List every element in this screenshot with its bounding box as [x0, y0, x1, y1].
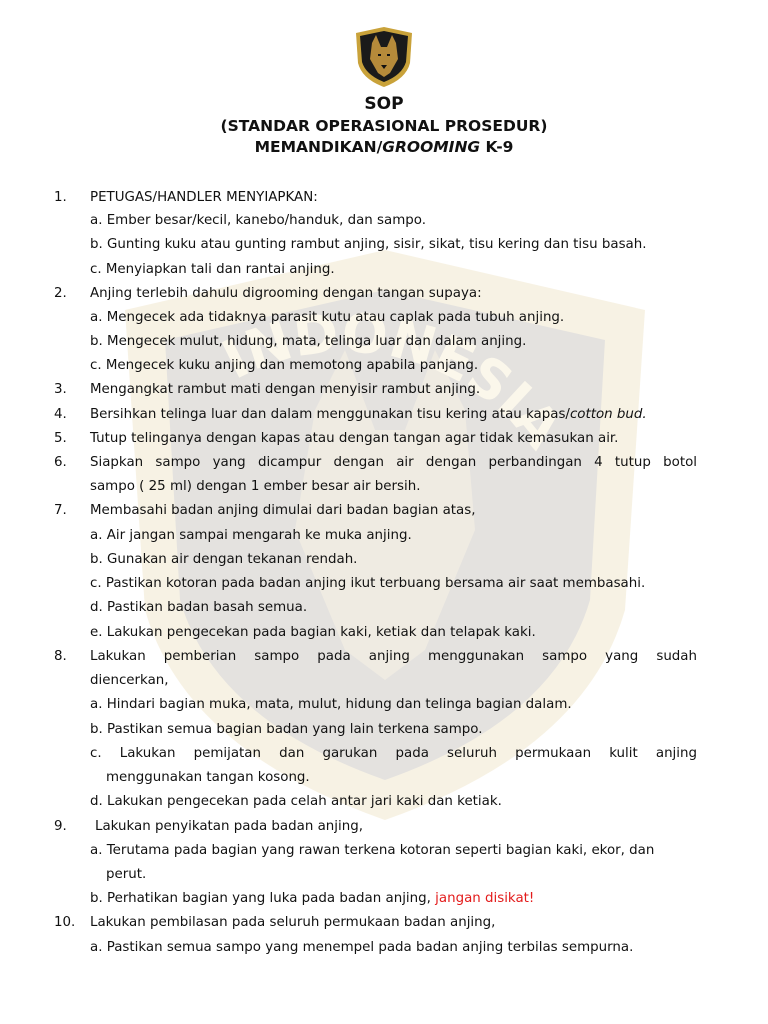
list-item-continued: sampo ( 25 ml) dengan 1 ember besar air bersih.: [90, 479, 421, 494]
list-item-continued: diencerkan,: [90, 673, 169, 688]
item-number: 4.: [54, 407, 67, 422]
sub-item: b. Gunting kuku atau gunting rambut anjing, sisir, sikat, tisu kering dan tisu basah.: [90, 237, 647, 252]
sub-item: e. Lakukan pengecekan pada bagian kaki, ketiak dan telapak kaki.: [90, 625, 536, 640]
sub-item: a. Hindari bagian muka, mata, mulut, hidung dan telinga bagian dalam.: [90, 697, 572, 712]
list-item: Lakukan pembilasan pada seluruh permukaan badan anjing,: [90, 915, 496, 930]
list-item: Tutup telinganya dengan kapas atau dengan tangan agar tidak kemasukan air.: [90, 431, 619, 446]
sub-item: d. Lakukan pengecekan pada celah antar jari kaki dan ketiak.: [90, 794, 502, 809]
sub-item: a. Air jangan sampai mengarah ke muka anjing.: [90, 528, 412, 543]
item-number: 3.: [54, 382, 67, 397]
sub-item: a. Ember besar/kecil, kanebo/handuk, dan sampo.: [90, 213, 426, 228]
sub-item-continued: perut.: [106, 867, 147, 882]
sub-item: c. Menyiapkan tali dan rantai anjing.: [90, 262, 335, 277]
sub-item: c. Pastikan kotoran pada badan anjing ikut terbuang bersama air saat membasahi.: [90, 576, 646, 591]
sub-item: c. Lakukan pemijatan dan garukan pada seluruh permukaan kulit anjing: [90, 746, 697, 761]
sub-item: b. Pastikan semua bagian badan yang lain terkena sampo.: [90, 722, 483, 737]
list-item: Lakukan pemberian sampo pada anjing menggunakan sampo yang sudah: [90, 649, 697, 664]
item-number: 1.: [54, 190, 67, 205]
item-number: 5.: [54, 431, 67, 446]
list-item: Anjing terlebih dahulu digrooming dengan tangan supaya:: [90, 286, 482, 301]
page-subtitle-2: MEMANDIKAN/GROOMING K-9: [254, 138, 514, 156]
sub-item-continued: menggunakan tangan kosong.: [106, 770, 310, 785]
sub-item: a. Terutama pada bagian yang rawan terkena kotoran seperti bagian kaki, ekor, dan: [90, 843, 655, 858]
watermark-text: INDONESIA: [212, 300, 575, 461]
sub-item: c. Mengecek kuku anjing dan memotong apabila panjang.: [90, 358, 479, 373]
sub-item: d. Pastikan badan basah semua.: [90, 600, 308, 615]
item-number: 7.: [54, 503, 67, 518]
warning-text: jangan disikat!: [435, 891, 535, 906]
sub-item: a. Pastikan semua sampo yang menempel pada badan anjing terbilas sempurna.: [90, 940, 634, 955]
page-subtitle: (STANDAR OPERASIONAL PROSEDUR): [220, 117, 548, 135]
list-item: Siapkan sampo yang dicampur dengan air dengan perbandingan 4 tutup botol: [90, 455, 697, 470]
item-number: 8.: [54, 649, 67, 664]
item-number: 10.: [54, 915, 76, 930]
list-item: Bersihkan telinga luar dan dalam menggunakan tisu kering atau kapas/cotton bud.: [90, 407, 647, 422]
sub-item: b. Mengecek mulut, hidung, mata, telinga luar dan dalam anjing.: [90, 334, 527, 349]
list-item: PETUGAS/HANDLER MENYIAPKAN:: [90, 190, 318, 205]
sub-item: a. Mengecek ada tidaknya parasit kutu atau caplak pada tubuh anjing.: [90, 310, 565, 325]
list-item: Mengangkat rambut mati dengan menyisir rambut anjing.: [90, 382, 481, 397]
list-item: Lakukan penyikatan pada badan anjing,: [95, 819, 363, 834]
sub-item: b. Gunakan air dengan tekanan rendah.: [90, 552, 358, 567]
item-number: 9.: [54, 819, 67, 834]
item-number: 2.: [54, 286, 67, 301]
list-item: Membasahi badan anjing dimulai dari badan bagian atas,: [90, 503, 476, 518]
page-title: SOP: [364, 94, 404, 114]
sub-item: b. Perhatikan bagian yang luka pada badan anjing, jangan disikat!: [90, 891, 535, 906]
item-number: 6.: [54, 455, 67, 470]
